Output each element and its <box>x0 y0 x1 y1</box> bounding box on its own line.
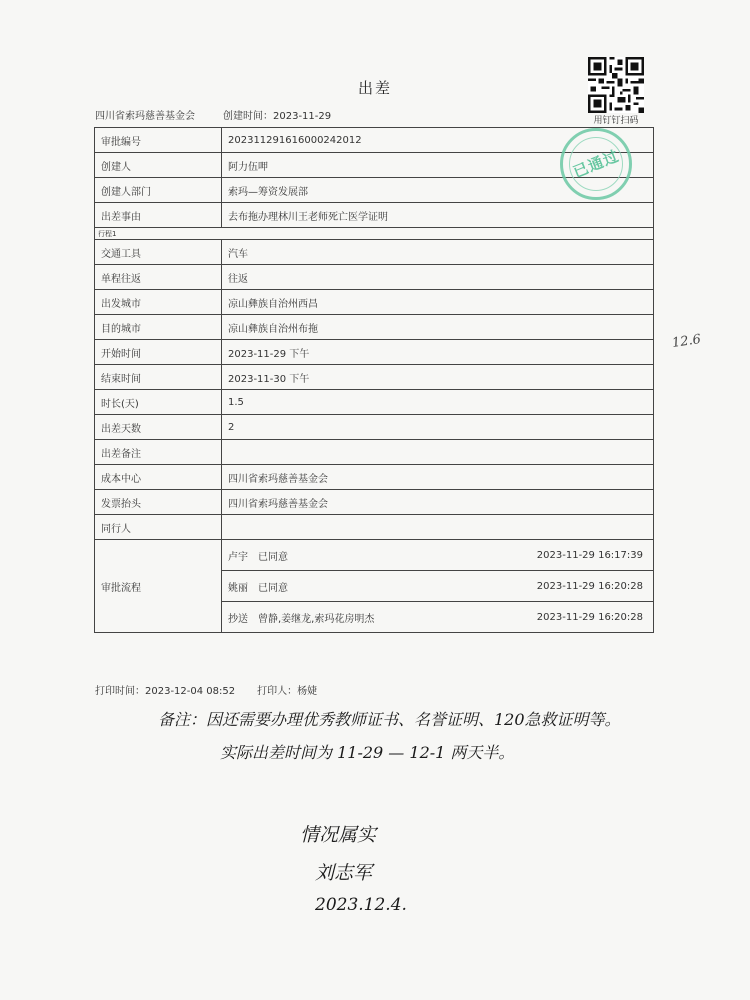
field-value: 2 <box>222 415 654 440</box>
approved-stamp <box>560 128 632 200</box>
field-label: 创建人 <box>95 153 222 178</box>
form-row <box>95 515 654 540</box>
field-value: 1.5 <box>222 390 654 415</box>
form-row <box>95 315 654 340</box>
field-label: 出发城市 <box>95 290 222 315</box>
qr-code-icon <box>588 57 644 113</box>
stamp-text: 已通过 <box>570 146 622 182</box>
field-label: 发票抬头 <box>95 490 222 515</box>
approval-step-person <box>228 610 374 625</box>
footer-line <box>95 682 317 697</box>
form-row <box>95 203 654 228</box>
form-row <box>95 365 654 390</box>
field-value: 去布拖办理林川王老师死亡医学证明 <box>222 203 654 228</box>
field-label: 单程往返 <box>95 265 222 290</box>
field-value: 索玛—筹资发展部 <box>222 178 654 203</box>
approval-status: 已同意 <box>258 582 288 594</box>
field-value: 202311291616000242012 <box>222 128 654 153</box>
field-value: 2023-11-30 下午 <box>222 365 654 390</box>
section-row <box>95 228 654 240</box>
field-label: 创建人部门 <box>95 178 222 203</box>
form-row <box>95 390 654 415</box>
approver-name: 抄送 <box>228 613 248 625</box>
form-row <box>95 490 654 515</box>
field-label: 出差备注 <box>95 440 222 465</box>
approval-time: 2023-11-29 16:17:39 <box>536 549 643 561</box>
approval-row <box>95 540 654 633</box>
field-label: 出差天数 <box>95 415 222 440</box>
handwritten-side-note: 12.6 <box>671 332 702 351</box>
form-row <box>95 465 654 490</box>
handwritten-date: 2023.12.4. <box>315 895 407 915</box>
field-value <box>222 440 654 465</box>
handwritten-note-line-1: 备注：因还需要办理优秀教师证书、名誉证明、120急救证明等。 <box>158 710 621 729</box>
qr-caption: 用钉钉扫码 <box>593 116 639 126</box>
field-value: 四川省索玛慈善基金会 <box>222 490 654 515</box>
field-value <box>222 515 654 540</box>
page-title: 出差 <box>357 79 392 97</box>
approval-status: 曾静,姜继龙,索玛花房明杰 <box>258 613 375 625</box>
field-value: 凉山彝族自治州布拖 <box>222 315 654 340</box>
form-row <box>95 265 654 290</box>
field-label: 开始时间 <box>95 340 222 365</box>
org-name: 四川省索玛慈善基金会 <box>95 111 195 122</box>
field-value: 阿力伍呷 <box>222 153 654 178</box>
field-value: 2023-11-29 下午 <box>222 340 654 365</box>
handwritten-confirmation: 情况属实 <box>300 824 377 846</box>
field-label: 结束时间 <box>95 365 222 390</box>
form-row <box>95 290 654 315</box>
field-label: 同行人 <box>95 515 222 540</box>
created-time: 创建时间：2023-11-29 <box>223 111 332 122</box>
approval-status: 已同意 <box>258 551 288 563</box>
approver-name: 姚丽 <box>228 582 248 594</box>
field-value: 四川省索玛慈善基金会 <box>222 465 654 490</box>
approval-steps <box>222 540 654 633</box>
form-row <box>95 240 654 265</box>
field-value: 往返 <box>222 265 654 290</box>
field-label: 时长(天) <box>95 390 222 415</box>
field-label: 成本中心 <box>95 465 222 490</box>
field-label: 审批编号 <box>95 128 222 153</box>
handwritten-note-line-2: 实际出差时间为 11-29 — 12-1 两天半。 <box>220 743 515 762</box>
field-label: 出差事由 <box>95 203 222 228</box>
field-label: 交通工具 <box>95 240 222 265</box>
approval-time: 2023-11-29 16:20:28 <box>536 611 643 623</box>
approval-time: 2023-11-29 16:20:28 <box>536 580 643 592</box>
form-row <box>95 440 654 465</box>
approval-form-table <box>94 127 654 633</box>
print-time: 打印时间：2023-12-04 08:52 <box>95 686 236 697</box>
form-row <box>95 340 654 365</box>
printer-name: 打印人：杨婕 <box>257 686 318 697</box>
header-line <box>95 107 331 122</box>
handwritten-signature: 刘志军 <box>315 862 373 884</box>
field-label: 目的城市 <box>95 315 222 340</box>
approval-step-person <box>228 548 288 563</box>
approver-name: 卢宇 <box>228 551 248 563</box>
approval-step <box>222 571 653 602</box>
approval-label: 审批流程 <box>95 540 222 633</box>
approval-step-person <box>228 579 288 594</box>
approval-step <box>222 602 653 632</box>
form-row <box>95 415 654 440</box>
section-label: 行程1 <box>95 228 654 240</box>
field-value: 凉山彝族自治州西昌 <box>222 290 654 315</box>
field-value: 汽车 <box>222 240 654 265</box>
approval-step <box>222 540 653 571</box>
